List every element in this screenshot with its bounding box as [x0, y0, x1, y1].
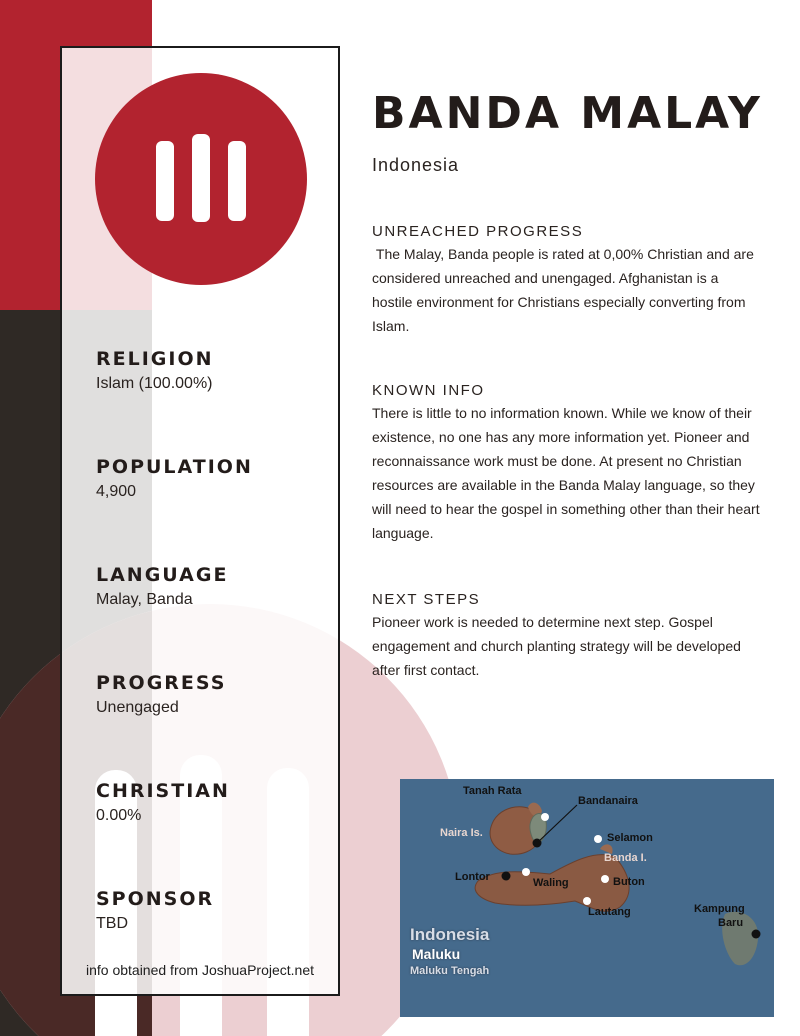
map-graphic — [400, 779, 774, 1017]
map-label-buton: Buton — [613, 876, 645, 888]
pillar-right — [267, 768, 309, 1036]
map-label-tanah-rata: Tanah Rata — [463, 785, 522, 797]
page-title: BANDA MALAY — [372, 88, 763, 139]
map-label-maluku-tengah: Maluku Tengah — [410, 965, 490, 977]
stat-christian — [96, 779, 230, 826]
stat-population — [96, 455, 253, 502]
logo-bar-right — [228, 141, 246, 221]
map-label-waling: Waling — [533, 877, 569, 889]
map-label-banda: Banda I. — [604, 852, 647, 864]
stat-religion — [96, 347, 214, 394]
stat-value: TBD — [96, 915, 128, 932]
marker-waling — [522, 868, 530, 876]
map-label-baru: Baru — [718, 917, 744, 929]
stat-label: SPONSOR — [96, 888, 215, 910]
map-label-indonesia: Indonesia — [410, 925, 490, 944]
map-label-lautang: Lautang — [588, 906, 631, 918]
stat-label: RELIGION — [96, 348, 214, 370]
map-label-maluku: Maluku — [412, 946, 461, 962]
map-label-lontor: Lontor — [455, 871, 490, 883]
stat-value: Islam (100.00%) — [96, 375, 213, 392]
country-subtitle: Indonesia — [372, 155, 460, 175]
section-body: The Malay, Banda people is rated at 0,00% Christian and are considered unreached and unengaged. Afghanistan is a hostile environment for Christians especially converting from Islam. — [372, 246, 758, 334]
stat-value: Unengaged — [96, 699, 179, 716]
stat-label: POPULATION — [96, 456, 253, 478]
section-heading: KNOWN INFO — [372, 382, 485, 399]
stat-language — [96, 563, 228, 610]
section-heading: UNREACHED PROGRESS — [372, 223, 584, 240]
stat-label: PROGRESS — [96, 672, 227, 694]
map-label-bandanaira: Bandanaira — [578, 795, 638, 807]
stat-label: LANGUAGE — [96, 564, 229, 586]
source-note: info obtained from JoshuaProject.net — [85, 962, 315, 978]
logo-bar-middle — [192, 134, 210, 222]
section-heading: NEXT STEPS — [372, 591, 481, 608]
section-body: There is little to no information known. While we know of their existence, no one has any more information yet. Pioneer and reconnaissance work must be done. At present no Christian resources are available in the Banda Malay language, so they will need to hear the gospel in something other than their heart language. — [372, 405, 760, 541]
marker-lautang — [583, 897, 591, 905]
map-label-kampung: Kampung — [694, 903, 745, 915]
marker-bandanaira — [533, 839, 542, 848]
banda-islands-map — [400, 779, 774, 1017]
section-body: Pioneer work is needed to determine next step. Gospel engagement and church planting strategy will be developed after first contact. — [372, 614, 741, 678]
marker-tanah-rata — [541, 813, 549, 821]
stat-value: Malay, Banda — [96, 591, 193, 608]
stat-label: CHRISTIAN — [96, 780, 230, 802]
marker-kampung-baru — [752, 930, 761, 939]
marker-selamon — [594, 835, 602, 843]
map-label-naira: Naira Is. — [440, 827, 483, 839]
marker-buton — [601, 875, 609, 883]
marker-lontor — [502, 872, 511, 881]
stat-progress — [96, 671, 226, 718]
section-known-info — [372, 381, 762, 545]
logo-circle — [95, 73, 307, 285]
section-unreached-progress — [372, 222, 762, 338]
section-next-steps — [372, 590, 762, 682]
stat-value: 0.00% — [96, 807, 142, 824]
stat-value: 4,900 — [96, 483, 137, 500]
logo-bar-left — [156, 141, 174, 221]
map-label-selamon: Selamon — [607, 832, 653, 844]
stat-sponsor — [96, 887, 214, 934]
